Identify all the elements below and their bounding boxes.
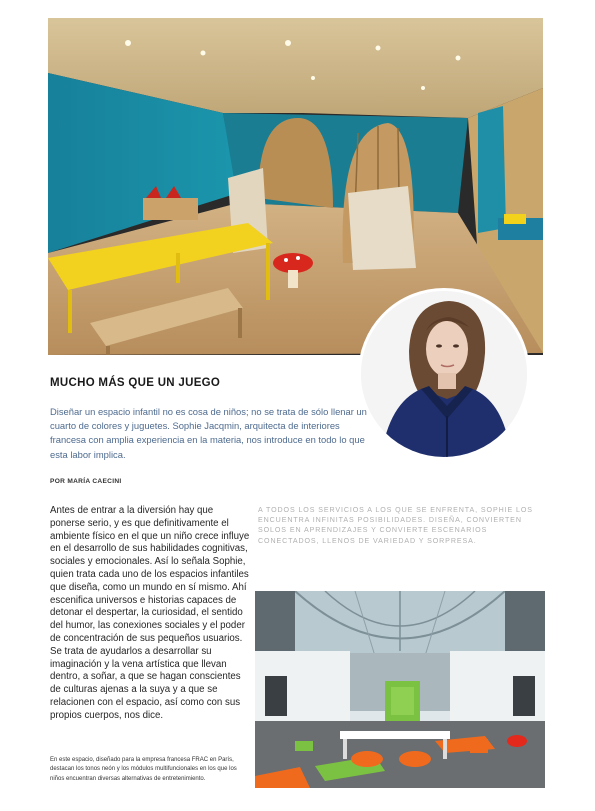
portrait-photo: [358, 288, 530, 460]
article-intro: Diseñar un espacio infantil no es cosa de niños; no se trata de sólo llenar un cuarto de colores y juguetes. Sophie Jacqmin, arquitecta de interiores francesa con amplia experiencia en la materia, nos introduce en todo lo que esta labor implica.: [50, 406, 367, 460]
pull-quote: A TODOS LOS SERVICIOS A LOS QUE SE ENFRENTA, SOPHIE LOS ENCUENTRA INFINITAS POSIBILIDADES. DISEÑA, CONVIERTEN SOLOS EN APRENDIZAJES Y CONVIERTE ESCENARIOS CONECTADOS, LLENOS DE VARIEDAD Y SORPRESA.: [258, 506, 533, 545]
photo-caption: En este espacio, diseñado para la empresa francesa FRAC en París, destacan los tonos neón y los módulos multifuncionales en los que los niños encuentran diversas alternativas de entretenimiento.: [50, 757, 237, 782]
article-byline: POR MARÍA CAECINI: [50, 478, 122, 485]
article-body: Antes de entrar a la diversión hay que ponerse serio, y es que definitivamente el ambiente físico en el que un niño crece influye en el desarrollo de sus habilidades cognitivas, sociales y emocionales. Así lo señala Sophie, quien trata cada uno de los espacios infantiles que diseña, como un mundo en sí mismo. Ahí escenifica universos e historias capaces de detonar el despertar, la curiosidad, el sentido del humor, las conexiones sociales y el poder de concentración de sus pequeños usuarios. Se trata de ayudarlos a desarrollar su imaginación y la vena artística que llevan dentro, a soñar, a que se hagan conscientes de culturas ajenas a la suya y a que se relacionen con el espacio, así como con sus propios cuerpos, nos dice.: [50, 505, 250, 721]
portrait-figure: [361, 291, 527, 457]
play-area-photo: [255, 591, 545, 788]
article-headline: MUCHO MÁS QUE UN JUEGO: [50, 377, 221, 389]
